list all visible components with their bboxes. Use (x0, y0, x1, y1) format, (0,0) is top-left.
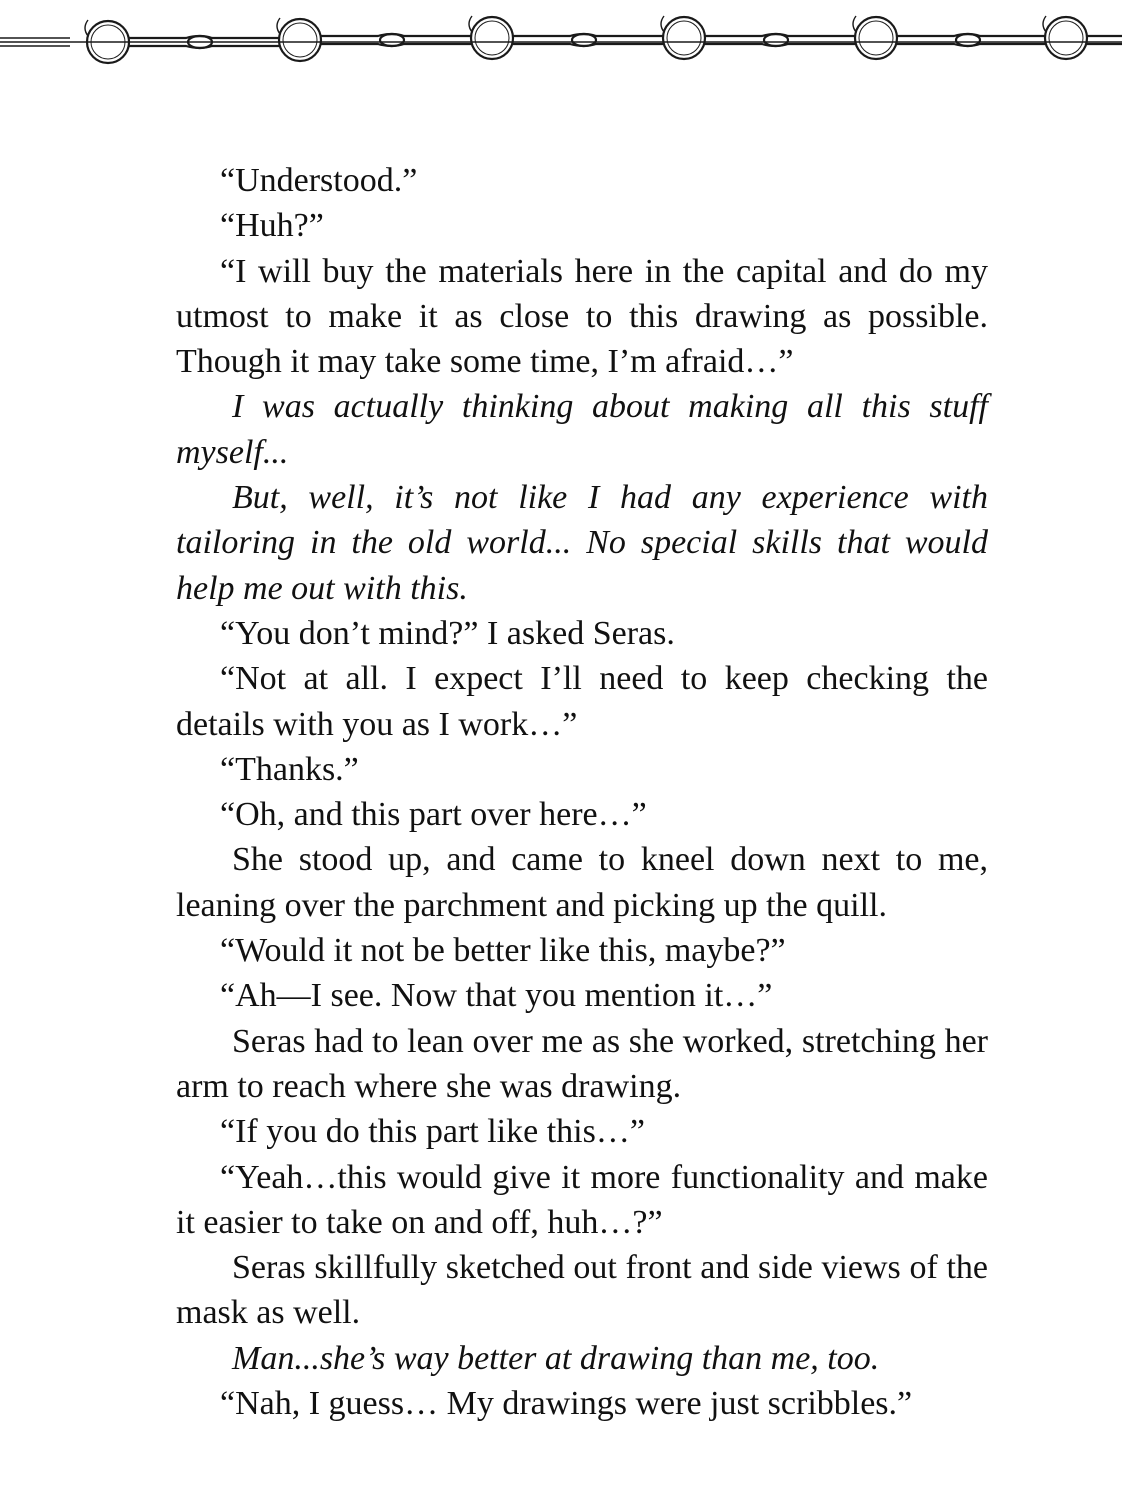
paragraph: “Yeah…this would give it more functionality and make it easier to take on and off, huh…?” (176, 1158, 988, 1241)
paragraph: She stood up, and came to kneel down next to me, leaning over the parchment and picking up the quill. (176, 841, 988, 924)
paragraph-italic: Man...she’s way better at drawing than me, too. (232, 1339, 880, 1377)
paragraph: “Not at all. I expect I’ll need to keep checking the details with you as I work…” (176, 660, 988, 743)
paragraph: “You don’t mind?” I asked Seras. (220, 614, 675, 652)
paragraph-italic: I was actually thinking about making all this stuff myself... (176, 388, 988, 471)
paragraph: “If you do this part like this…” (220, 1113, 645, 1151)
paragraph: “Nah, I guess… My drawings were just scribbles.” (220, 1385, 913, 1423)
paragraph: “Oh, and this part over here…” (220, 796, 647, 834)
chain-border-ornament (0, 0, 1122, 90)
paragraph: “I will buy the materials here in the capital and do my utmost to make it as close to this drawing as possible. Though it may take some time, I’m afraid…” (176, 252, 988, 381)
paragraph: “Would it not be better like this, maybe?” (220, 932, 786, 970)
paragraph: “Understood.” (220, 162, 418, 199)
paragraph: “Ah—I see. Now that you mention it…” (220, 977, 773, 1015)
paragraph: Seras had to lean over me as she worked, stretching her arm to reach where she was drawing. (176, 1022, 988, 1105)
page-body-text (176, 158, 988, 1426)
paragraph: “Thanks.” (220, 750, 359, 788)
paragraph: “Huh?” (220, 207, 324, 245)
paragraph-italic: But, well, it’s not like I had any experience with tailoring in the old world... No special skills that would help me out with this. (176, 479, 988, 607)
paragraph: Seras skillfully sketched out front and side views of the mask as well. (176, 1249, 988, 1332)
